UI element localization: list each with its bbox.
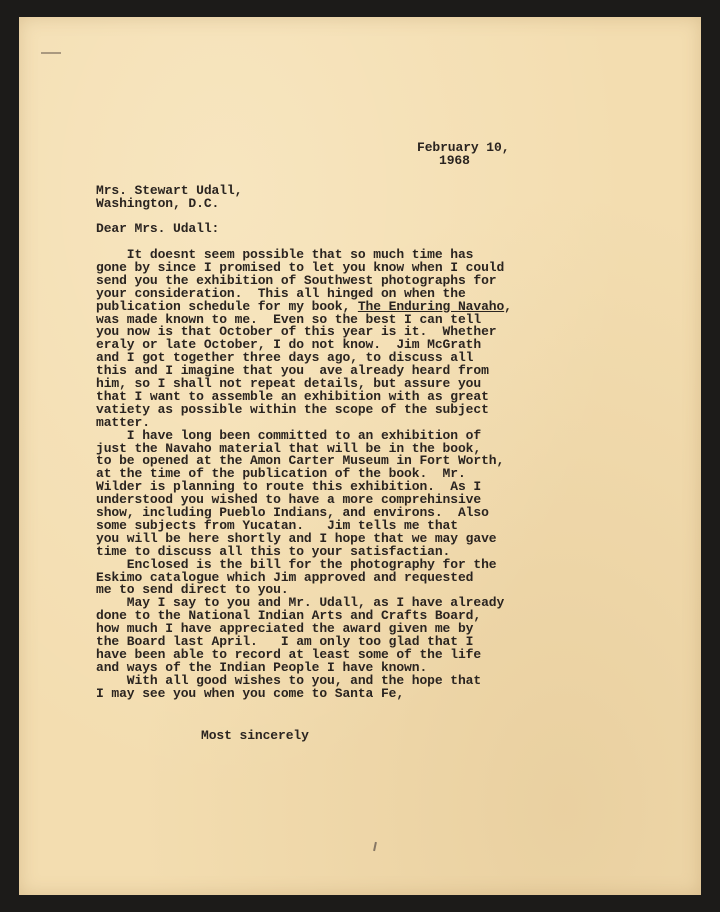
body-line-text: and I got together three days ago, to discuss all	[96, 350, 474, 366]
body-line-text: vatiety as possible within the scope of the subject	[96, 401, 489, 417]
body-line-text: was made known to me. Even so the best I can tell	[96, 311, 482, 327]
body-line-text: you now is that October of this year is it. Whether	[96, 324, 497, 340]
date-line-1: February 10,	[417, 140, 510, 155]
body-line-text: him, so I shall not repeat details, but assure you	[96, 376, 482, 391]
body-line-text: I may see you when you come to Santa Fe,	[96, 685, 405, 701]
book-title: The Enduring Navaho	[357, 298, 505, 314]
body-line-text: just the Navaho material that will be in the book,	[96, 440, 482, 456]
body-line-text: some subjects from Yucatan. Jim tells me that	[96, 517, 458, 533]
body-line-text: to be opened at the Amon Carter Museum in Fort Worth,	[96, 453, 505, 469]
recipient-city: Washington, D.C.	[96, 196, 220, 211]
recipient-name: Mrs. Stewart Udall,	[96, 183, 243, 198]
body-line-text: done to the National Indian Arts and Crafts Board,	[96, 608, 482, 624]
body-line-text: you will be here shortly and I hope that we may gave	[96, 530, 497, 546]
body-line-text: Eskimo catalogue which Jim approved and requested	[96, 569, 474, 585]
body-line-text: May I say to you and Mr. Udall, as I have already	[96, 595, 505, 611]
body-line-text: me to send direct to you.	[96, 582, 289, 598]
body-line-text: It doesnt seem possible that so much time has	[96, 247, 474, 262]
body-line-text: Wilder is planning to route this exhibition. As I	[96, 479, 482, 495]
body-line-text: understood you wished to have a more comprehinsive	[96, 492, 482, 508]
body-line-text: Enclosed is the bill for the photography for the	[96, 556, 497, 572]
body-line-text: With all good wishes to you, and the hope that	[96, 672, 482, 688]
body-line-text: have been able to record at least some of the life	[96, 646, 482, 662]
body-line-text: eraly or late October, I do not know. Jim McGrath	[96, 337, 482, 353]
closing: Most sincerely	[201, 728, 309, 743]
body-line-text: gone by since I promised to let you know when I could	[96, 259, 505, 275]
body-line-text: the Board last April. I am only too glad that I	[96, 634, 474, 649]
body-line-text: I have long been committed to an exhibition of	[96, 427, 482, 443]
pencil-tick	[373, 842, 377, 851]
body-line	[96, 687, 404, 700]
salutation: Dear Mrs. Udall:	[96, 221, 220, 236]
date-line-2: 1968	[439, 153, 470, 168]
body-line-text: this and I imagine that you ave already heard from	[96, 363, 489, 379]
book-title-suffix: ,	[504, 298, 512, 314]
body-line-text: your consideration. This all hinged on when the	[96, 285, 466, 301]
body-line-text: how much I have appreciated the award given me by	[96, 621, 474, 637]
body-line-text: that I want to assemble an exhibition with as great	[96, 388, 489, 404]
pencil-mark	[41, 52, 61, 54]
body-line-text: at the time of the publication of the book. Mr.	[96, 466, 466, 482]
body-line	[96, 403, 489, 416]
body-line-text: show, including Pueblo Indians, and environs. Also	[96, 505, 489, 520]
body-line-text: and ways of the Indian People I have known.	[96, 659, 428, 675]
body-line-text: time to discuss all this to your satisfactian.	[96, 543, 451, 559]
body-line-text: send you the exhibition of Southwest photographs for	[96, 272, 497, 288]
body-line-text: publication schedule for my book,	[96, 298, 358, 314]
body-line-text: matter.	[96, 414, 150, 430]
letter-page	[19, 17, 701, 895]
